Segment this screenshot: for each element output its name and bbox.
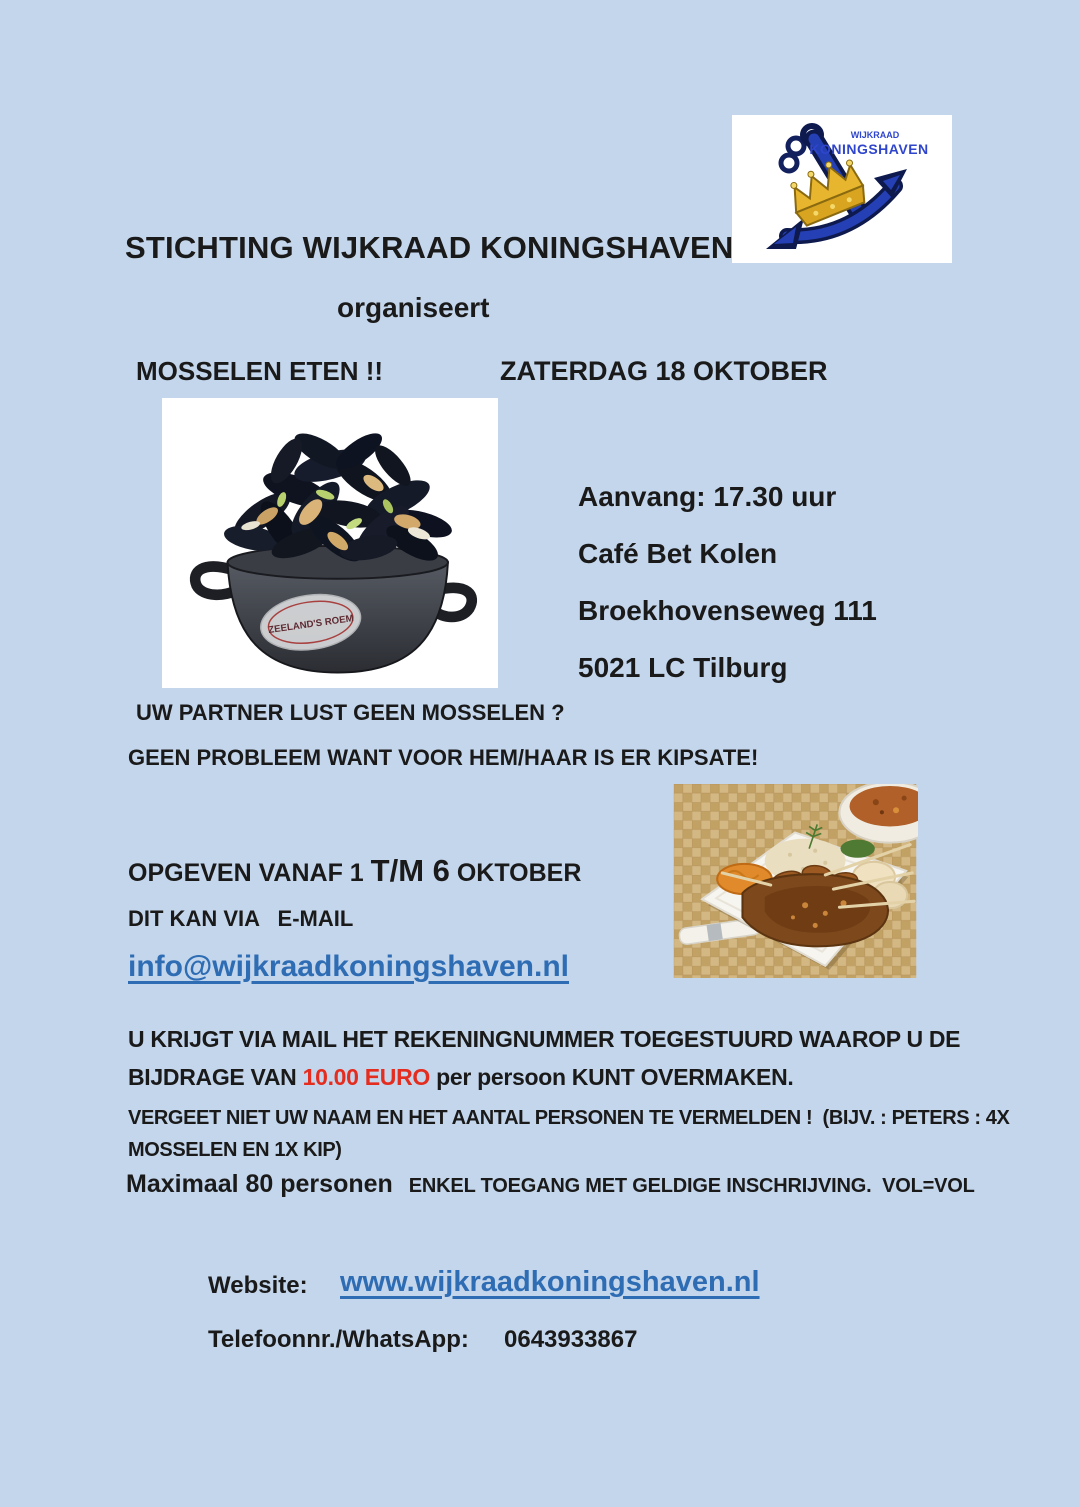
page-title: STICHTING WIJKRAAD KONINGSHAVEN [125, 230, 734, 265]
signup-heading [128, 853, 581, 889]
payment-line2-prefix: BIJDRAGE VAN [128, 1064, 303, 1090]
website-label: Website: [208, 1272, 308, 1299]
signup-heading-part2: T/M 6 [370, 853, 450, 888]
capacity-line [126, 1170, 975, 1199]
capacity-max: Maximaal 80 personen [126, 1170, 393, 1198]
logo-text-wijkraad: WIJKRAAD [850, 130, 900, 140]
green-garnish [840, 840, 874, 858]
reminder-line2: MOSSELEN EN 1X KIP) [128, 1139, 342, 1161]
detail-line: Aanvang: 17.30 uur [578, 481, 837, 512]
signup-heading-part1: OPGEVEN VANAF 1 [128, 859, 371, 887]
phone-number: 0643933867 [504, 1326, 638, 1353]
signup-heading-part3: OKTOBER [449, 859, 582, 887]
amount-highlight: 10.00 EURO [302, 1064, 430, 1090]
mussels-cluster [222, 427, 455, 569]
subtitle: organiseert [337, 292, 490, 323]
reminder-line1: VERGEET NIET UW NAAM EN HET AANTAL PERSONEN TE VERMELDEN ! (BIJV. : PETERS : 4X [128, 1107, 1010, 1129]
kipsate-photo [672, 784, 918, 978]
event-details [578, 468, 877, 696]
phone-label: Telefoonnr./WhatsApp: [208, 1326, 469, 1353]
pot-label-text: ZEELAND'S ROEM [267, 613, 355, 637]
signup-via: DIT KAN VIA E-MAIL [128, 906, 354, 931]
payment-line2-middle: per persoon [430, 1064, 572, 1090]
payment-line2-suffix: KUNT OVERMAKEN. [571, 1064, 794, 1090]
email-link[interactable]: info@wijkraadkoningshaven.nl [128, 950, 569, 983]
website-link[interactable]: www.wijkraadkoningshaven.nl [340, 1266, 760, 1298]
mussels-pot-photo [162, 398, 498, 688]
detail-line: 5021 LC Tilburg [578, 652, 788, 683]
payment-text [128, 1020, 960, 1096]
detail-line: Broekhovenseweg 111 [578, 595, 877, 626]
partner-question: UW PARTNER LUST GEEN MOSSELEN ? [136, 700, 565, 725]
logo-box [732, 115, 952, 263]
partner-answer: GEEN PROBLEEM WANT VOOR HEM/HAAR IS ER KIPSATE! [128, 745, 759, 770]
anchor-chain [781, 138, 804, 171]
detail-line: Café Bet Kolen [578, 538, 778, 569]
event-heading-date: ZATERDAG 18 OKTOBER [500, 356, 828, 386]
capacity-rest: ENKEL TOEGANG MET GELDIGE INSCHRIJVING. VOL=VOL [408, 1175, 975, 1197]
logo-text-koningshaven: KONINGSHAVEN [809, 141, 929, 157]
payment-line1: U KRIJGT VIA MAIL HET REKENINGNUMMER TOEGESTUURD WAAROP U DE [128, 1026, 961, 1052]
reminder-text [128, 1102, 1009, 1166]
event-heading-mosselen: MOSSELEN ETEN !! [136, 356, 384, 386]
payment-line2 [128, 1058, 960, 1096]
logo-image [732, 115, 952, 263]
